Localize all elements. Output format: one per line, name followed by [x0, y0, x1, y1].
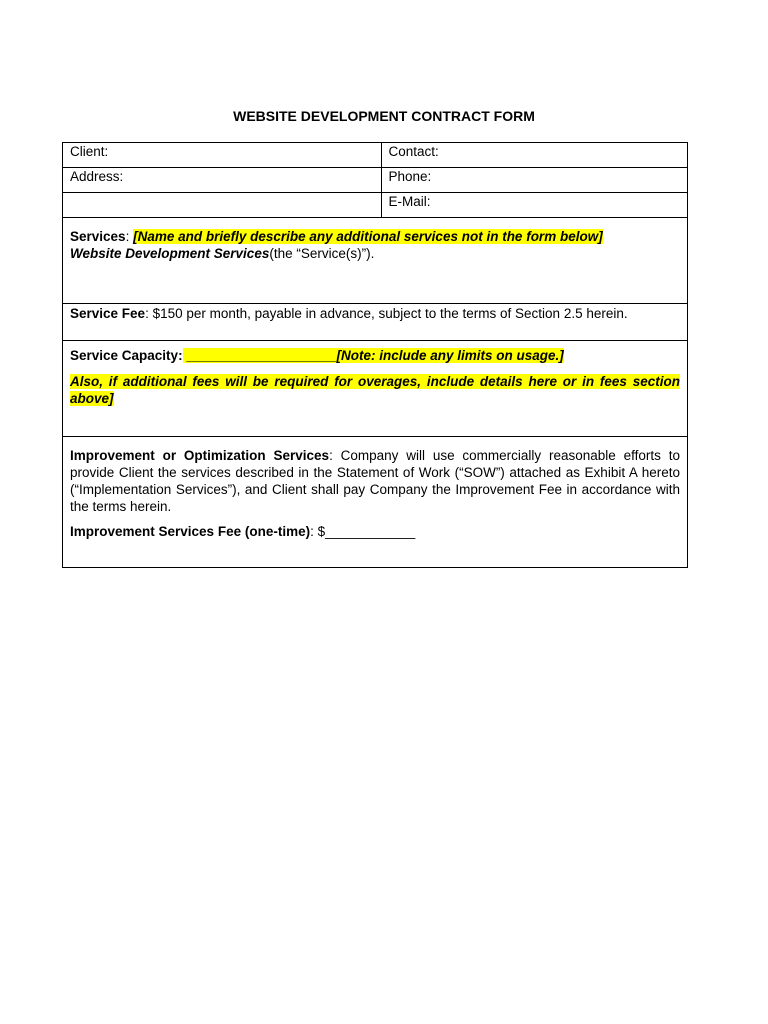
improvement-label: Improvement or Optimization Services: [70, 448, 330, 463]
services-label: Services: [70, 229, 126, 244]
address-field-continued[interactable]: [63, 193, 382, 218]
service-capacity-blank[interactable]: ____________________: [182, 348, 337, 363]
website-development-services: Website Development Services: [70, 246, 270, 261]
contact-field[interactable]: [381, 143, 688, 168]
services-description: [70, 245, 680, 262]
improvement-paragraph: [70, 447, 680, 515]
service-capacity-line: [70, 347, 680, 364]
table-row: [63, 437, 688, 568]
contact-label: Contact:: [388, 144, 439, 159]
email-field[interactable]: [381, 193, 688, 218]
service-fee-section[interactable]: [63, 304, 688, 341]
page-title: WEBSITE DEVELOPMENT CONTRACT FORM: [233, 108, 535, 124]
client-field[interactable]: [63, 143, 382, 168]
overage-note-line: [70, 373, 680, 407]
services-definition: (the “Service(s)”).: [269, 246, 375, 261]
improvement-section[interactable]: [63, 437, 688, 568]
services-placeholder: [Name and briefly describe any additional services not in the form below]: [133, 229, 603, 244]
table-row: [63, 341, 688, 437]
table-row: [63, 193, 688, 218]
table-row: [63, 143, 688, 168]
overage-note: Also, if additional fees will be required for overages, include details here or in fees section above]: [70, 374, 680, 406]
service-capacity-note: [Note: include any limits on usage.]: [336, 348, 564, 363]
services-colon: :: [125, 229, 134, 244]
services-line: [70, 228, 680, 245]
improvement-text: : Company will use commercially reasonable efforts to provide Client the services described in the Statement of Work (“SOW”) attached as Exhibit A hereto (“Implementation Services”), and Client shall pay Company the Improvement Fee in accordance with the terms herein.: [70, 448, 680, 514]
table-row: [63, 168, 688, 193]
address-label: Address:: [70, 169, 124, 184]
service-capacity-section[interactable]: [63, 341, 688, 437]
service-fee-label: Service Fee: [70, 306, 146, 321]
improvement-fee-label: Improvement Services Fee (one-time): [70, 524, 311, 539]
phone-label: Phone:: [388, 169, 432, 184]
services-section[interactable]: [63, 218, 688, 304]
client-label: Client:: [70, 144, 109, 159]
improvement-fee-value[interactable]: : $____________: [310, 524, 416, 539]
improvement-fee-line: [70, 523, 680, 540]
table-row: [63, 304, 688, 341]
service-fee-line: [70, 305, 680, 322]
email-label: E-Mail:: [388, 194, 431, 209]
contract-form-table: [62, 142, 688, 568]
service-fee-text: : $150 per month, payable in advance, subject to the terms of Section 2.5 herein.: [145, 306, 628, 321]
phone-field[interactable]: [381, 168, 688, 193]
address-field[interactable]: [63, 168, 382, 193]
table-row: [63, 218, 688, 304]
service-capacity-label: Service Capacity:: [70, 348, 183, 363]
